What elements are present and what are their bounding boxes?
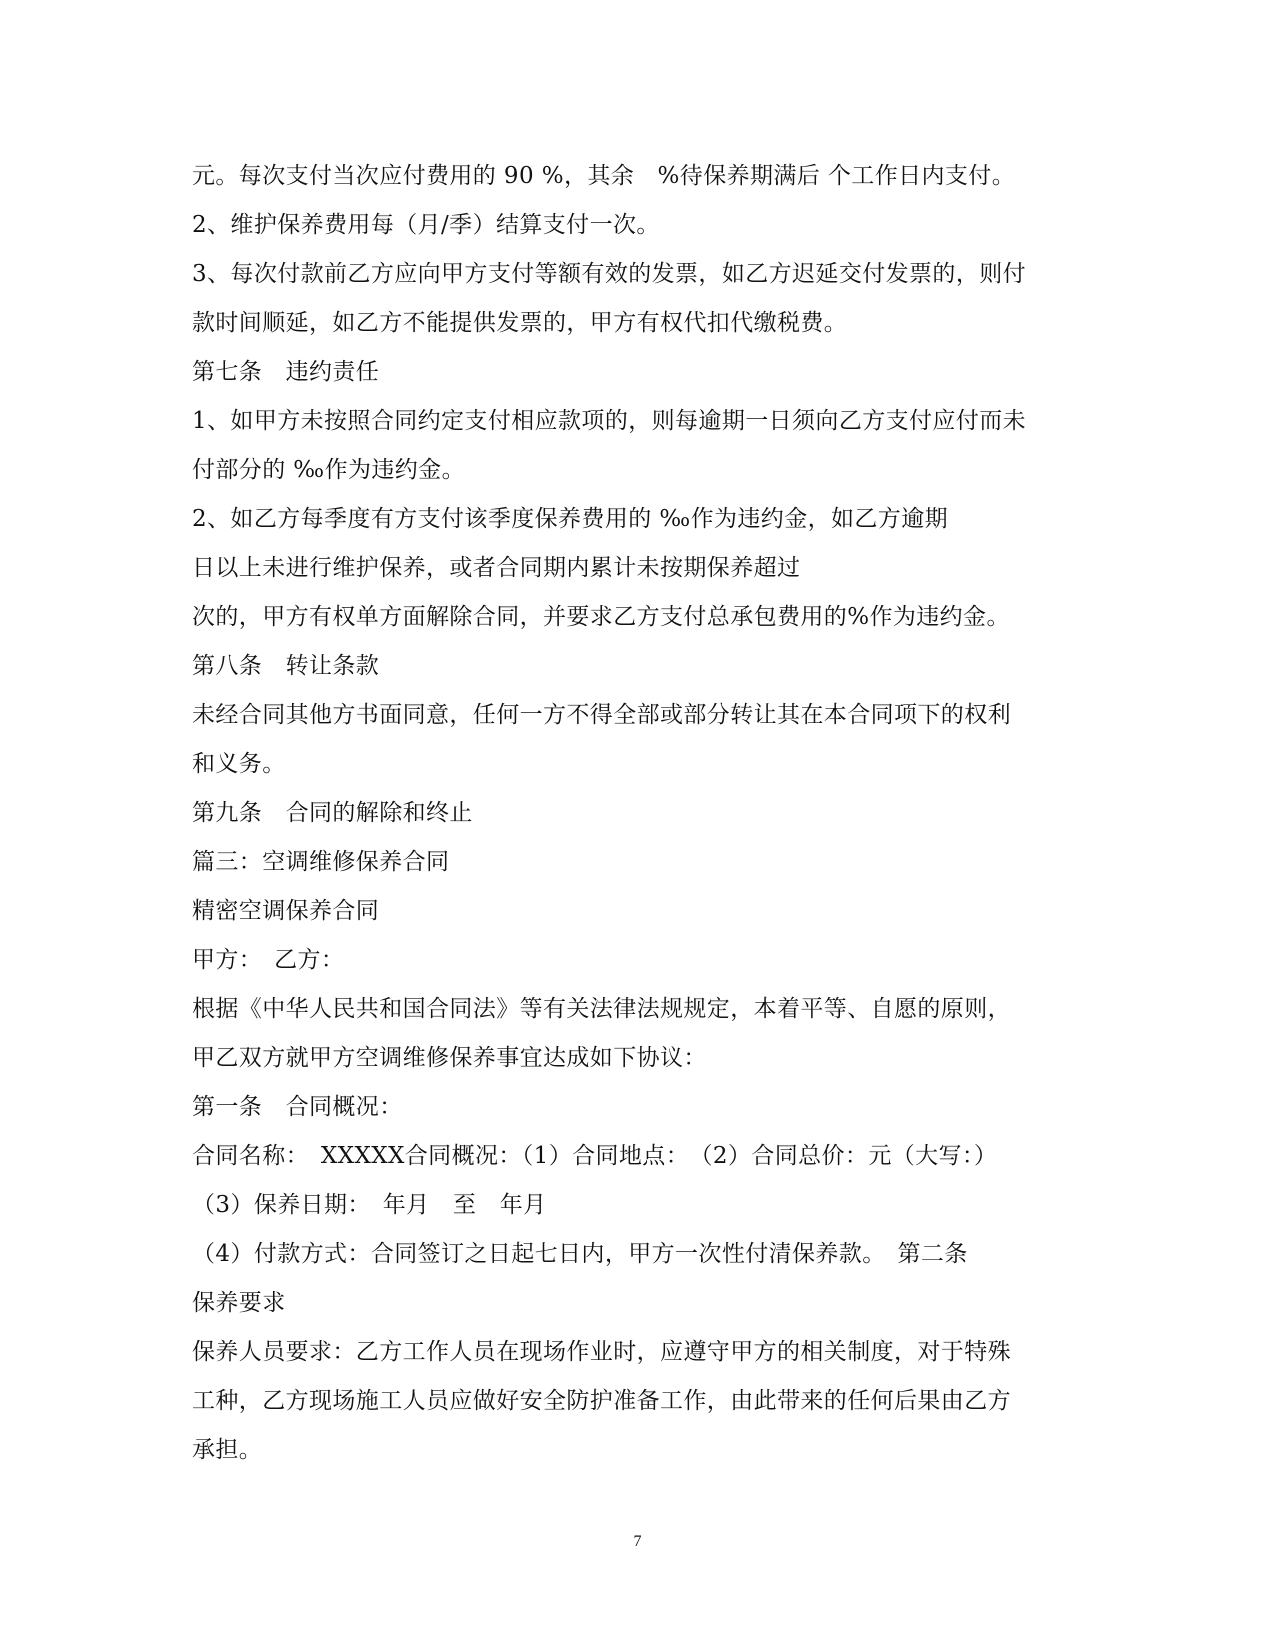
section-heading-article-9: 第九条 合同的解除和终止 (192, 800, 473, 826)
text-line-1: 元。每次支付当次应付费用的 90 %，其余 %待保养期满后 个工作日内支付。 (192, 163, 1016, 189)
text-line-12: 未经合同其他方书面同意，任何一方不得全部或部分转让其在本合同项下的权利 (192, 702, 1011, 728)
text-line-8: 2、如乙方每季度有方支付该季度保养费用的 ‰作为违约金，如乙方逾期 (192, 506, 949, 532)
text-line-3: 3、每次付款前乙方应向甲方支付等额有效的发票，如乙方迟延交付发票的，则付 (192, 261, 1027, 287)
section-heading-article-7: 第七条 违约责任 (192, 359, 380, 385)
text-line-6: 1、如甲方未按照合同约定支付相应款项的，则每逾期一日须向乙方支付应付而未 (192, 408, 1027, 434)
parties-line: 甲方： 乙方： (192, 947, 345, 973)
text-line-13: 和义务。 (192, 751, 286, 777)
text-line-26: 工种，乙方现场施工人员应做好安全防护准备工作，由此带来的任何后果由乙方 (192, 1388, 1011, 1414)
page-number: 7 (633, 1533, 642, 1550)
document-body (192, 152, 1092, 1475)
text-line-2: 2、维护保养费用每（月/季）结算支付一次。 (192, 212, 660, 238)
text-line-7: 付部分的 ‰作为违约金。 (192, 457, 465, 483)
contract-title: 精密空调保养合同 (192, 898, 380, 924)
text-line-22: （3）保养日期： 年月 至 年月 (192, 1192, 547, 1218)
text-line-24: 保养要求 (192, 1290, 286, 1316)
section-heading-article-1: 第一条 合同概况： (192, 1094, 403, 1120)
text-line-10: 次的，甲方有权单方面解除合同，并要求乙方支付总承包费用的%作为违约金。 (192, 604, 1010, 630)
text-line-23: （4）付款方式：合同签订之日起七日内，甲方一次性付清保养款。 第二条 (192, 1241, 968, 1267)
text-line-21: 合同名称： XXXXX合同概况：（1）合同地点： （2）合同总价：元（大写：） (192, 1143, 998, 1169)
text-line-9: 日以上未进行维护保养，或者合同期内累计未按期保养超过 (192, 555, 801, 581)
text-line-4: 款时间顺延，如乙方不能提供发票的，甲方有权代扣代缴税费。 (192, 310, 848, 336)
text-line-25: 保养人员要求：乙方工作人员在现场作业时，应遵守甲方的相关制度，对于特殊 (192, 1339, 1011, 1365)
text-line-27: 承担。 (192, 1437, 263, 1463)
text-line-19: 甲乙双方就甲方空调维修保养事宜达成如下协议： (192, 1045, 707, 1071)
text-line-18: 根据《中华人民共和国合同法》等有关法律法规规定，本着平等、自愿的原则， (192, 996, 1011, 1022)
part-three-heading: 篇三：空调维修保养合同 (192, 849, 450, 875)
section-heading-article-8: 第八条 转让条款 (192, 653, 380, 679)
